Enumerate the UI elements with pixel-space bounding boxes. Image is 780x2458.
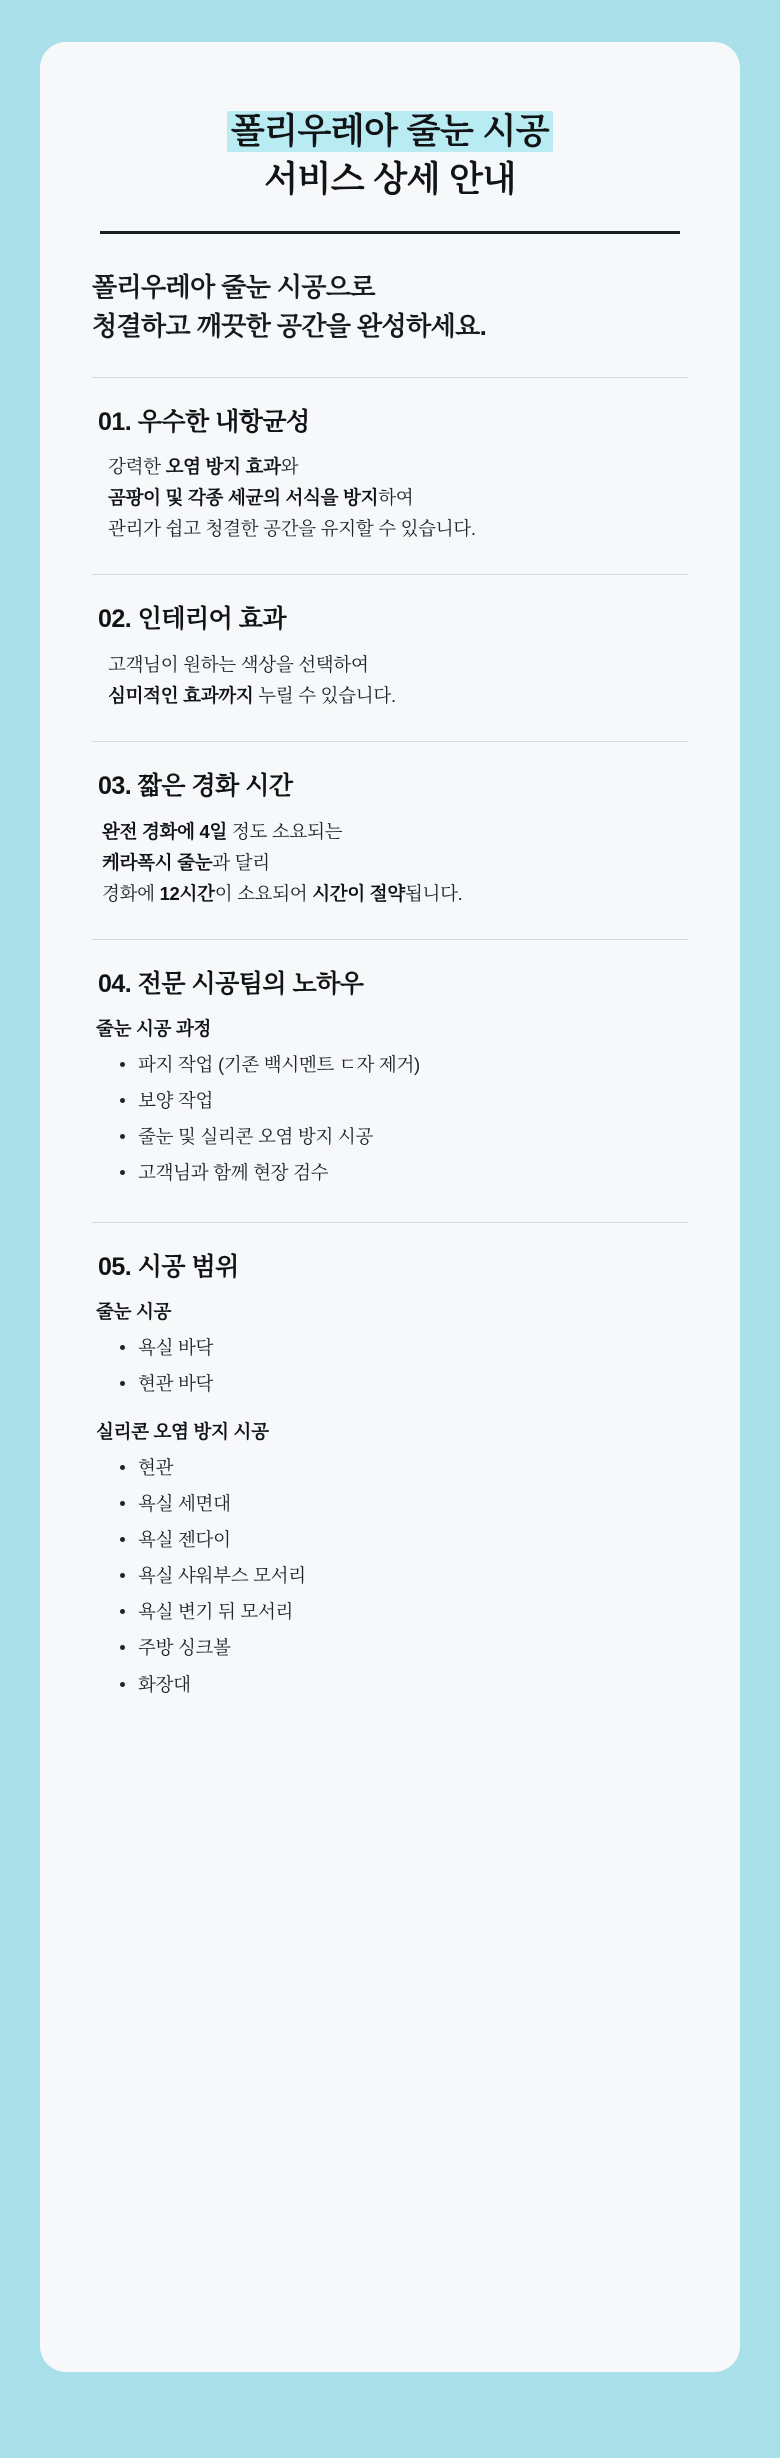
text-fragment: 고객님이 원하는 색상을 선택하여: [108, 653, 369, 675]
section-03-body: [102, 816, 688, 909]
list-item: 욕실 바닥: [138, 1330, 688, 1366]
text-fragment: 과 달리: [212, 851, 270, 873]
list-item: 파지 작업 (기존 백시멘트 ㄷ자 제거): [138, 1047, 688, 1083]
section-01-heading: 01. 우수한 내항균성: [98, 407, 310, 436]
section-05-group-1-list: [92, 1330, 688, 1402]
section-03: [92, 742, 688, 909]
lead-paragraph: [92, 268, 688, 347]
text-fragment: 관리가 쉽고 청결한 공간을 유지할 수 있습니다.: [108, 518, 476, 540]
section-03-line-1: [102, 816, 688, 847]
text-fragment: 정도 소요되는: [227, 820, 343, 842]
list-item: 욕실 젠다이: [138, 1522, 688, 1558]
section-02-line-2: [108, 680, 688, 711]
section-03-heading: 03. 짧은 경화 시간: [98, 772, 293, 801]
section-01-line-3: [108, 513, 688, 544]
list-item: 욕실 세면대: [138, 1486, 688, 1522]
text-fragment: 와: [280, 456, 299, 478]
section-01-body: [108, 451, 688, 544]
list-item: 욕실 변기 뒤 모서리: [138, 1594, 688, 1630]
text-fragment: 경화에: [102, 882, 160, 904]
text-emphasis: 12시간: [159, 882, 215, 904]
text-emphasis: 시간이 절약: [312, 882, 405, 904]
section-01-line-2: [108, 482, 688, 513]
title-divider: [100, 231, 680, 234]
text-fragment: 하여: [378, 487, 414, 509]
section-01: [92, 378, 688, 545]
section-04-sub-label: 줄눈 시공 과정: [96, 1018, 212, 1040]
section-03-line-2: [102, 847, 688, 878]
title-line-1: [92, 108, 688, 156]
text-emphasis: 심미적인 효과까지: [108, 684, 254, 706]
list-item: 고객님과 함께 현장 검수: [138, 1155, 688, 1191]
text-emphasis: 곰팡이 및 각종 세균의 서식을 방지: [108, 487, 379, 509]
text-fragment: 누릴 수 있습니다.: [253, 684, 396, 706]
section-04-heading: 04. 전문 시공팀의 노하우: [98, 969, 364, 998]
list-item: 현관: [138, 1450, 688, 1486]
section-05-group-1-label: 줄눈 시공: [96, 1301, 172, 1322]
content-card: [40, 42, 740, 2372]
list-item: 욕실 샤워부스 모서리: [138, 1558, 688, 1594]
section-03-line-3: [102, 878, 688, 909]
section-05-group-2-list: [92, 1450, 688, 1702]
section-02-line-1: [108, 649, 688, 680]
page-title: [92, 86, 688, 205]
list-item: 현관 바닥: [138, 1366, 688, 1402]
list-item: 줄눈 및 실리콘 오염 방지 시공: [138, 1119, 688, 1155]
section-05: [92, 1223, 688, 1703]
list-item: 화장대: [138, 1667, 688, 1703]
section-04-list: [92, 1047, 688, 1191]
section-02-heading: 02. 인테리어 효과: [98, 605, 287, 634]
section-04: [92, 940, 688, 1192]
text-emphasis: 케라폭시 줄눈: [102, 851, 213, 873]
lead-line-2: 청결하고 깨끗한 공간을 완성하세요.: [92, 311, 487, 342]
section-01-line-1: [108, 451, 688, 482]
text-fragment: 강력한: [108, 456, 166, 478]
title-highlight: 폴리우레아 줄눈 시공: [227, 111, 553, 152]
title-line-2: 서비스 상세 안내: [264, 160, 516, 200]
list-item: 보양 작업: [138, 1083, 688, 1119]
text-fragment: 됩니다.: [404, 882, 463, 904]
section-05-heading: 05. 시공 범위: [98, 1252, 239, 1281]
section-05-group-2-label: 실리콘 오염 방지 시공: [96, 1421, 269, 1443]
text-emphasis: 완전 경화에 4일: [102, 820, 228, 842]
section-02: [92, 575, 688, 711]
list-item: 주방 싱크볼: [138, 1630, 688, 1666]
text-fragment: 이 소요되어: [214, 882, 313, 904]
lead-line-1: 폴리우레아 줄눈 시공으로: [92, 271, 375, 302]
text-emphasis: 오염 방지 효과: [165, 456, 281, 478]
section-02-body: [108, 649, 688, 711]
